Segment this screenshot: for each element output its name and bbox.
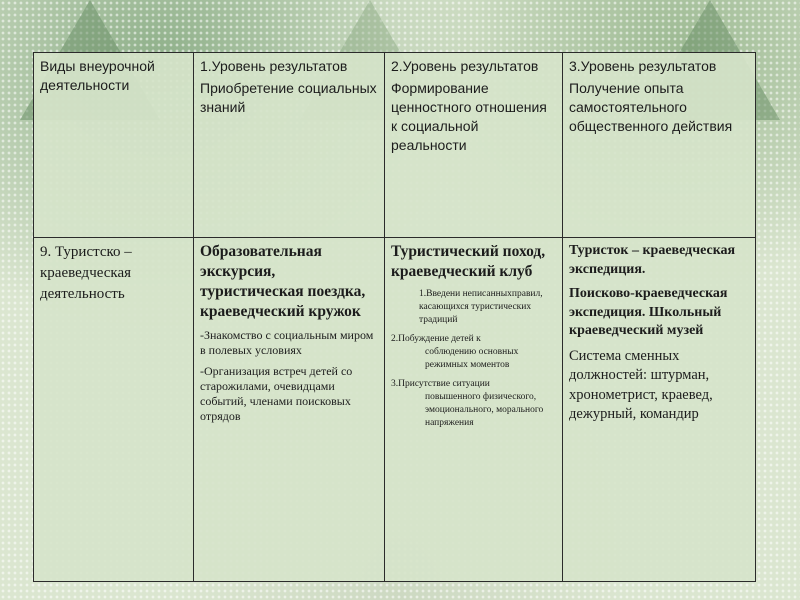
level-1-cell: [194, 238, 385, 582]
table-row: [34, 238, 756, 582]
header-level-2: [385, 53, 563, 238]
header-level-3: [563, 53, 756, 238]
level-1-description: Приобретение социальных знаний: [200, 80, 377, 115]
level-3-title: 3.Уровень результатов: [569, 58, 717, 74]
level-1-item: -Знакомство с социальным миром в полевых условиях: [200, 328, 374, 357]
level-2-title: 2.Уровень результатов: [391, 58, 539, 74]
table-header-row: [34, 53, 756, 238]
level-1-title: 1.Уровень результатов: [200, 58, 348, 74]
level-2-item: 1.Введени неписанныхправил, касающихся туристических традиций: [419, 289, 543, 325]
level-3-cell: [563, 238, 756, 582]
level-3-forms: Туристок – краеведческая экспедиция.: [569, 243, 736, 277]
level-2-item-number: 3.Присутствие ситуации: [391, 379, 490, 389]
level-2-item-number: 2.Побуждение детей к: [391, 334, 481, 344]
level-1-forms: Образовательная экскурсия, туристическая поездка, краеведческий кружок: [200, 243, 366, 320]
level-2-item-text: соблюдению основных режимных моментов: [425, 347, 519, 370]
activity-type-cell: 9. Туристско – краеведческая деятельность: [34, 238, 194, 582]
level-1-item: -Организация встреч детей со старожилами, очевидцами событий, членами поисковых отрядов: [200, 364, 353, 423]
level-3-forms: Поисково-краеведческая экспедиция. Школьный краеведческий музей: [569, 286, 728, 338]
header-level-1: [194, 53, 385, 238]
level-3-description: Получение опыта самостоятельного общественного действия: [569, 80, 733, 134]
activities-table: [33, 52, 756, 582]
header-activity-types: Виды внеурочной деятельности: [34, 53, 194, 238]
level-2-item-text: повышенного физического, эмоционального, морального напряжения: [425, 392, 544, 428]
level-3-roles: Система сменных должностей: штурман, хронометрист, краевед, дежурный, командир: [569, 347, 713, 422]
level-2-forms: Туристический поход, краеведческий клуб: [391, 243, 546, 280]
level-2-description: Формирование ценностного отношения к социальной реальности: [391, 80, 547, 153]
level-2-cell: [385, 238, 563, 582]
